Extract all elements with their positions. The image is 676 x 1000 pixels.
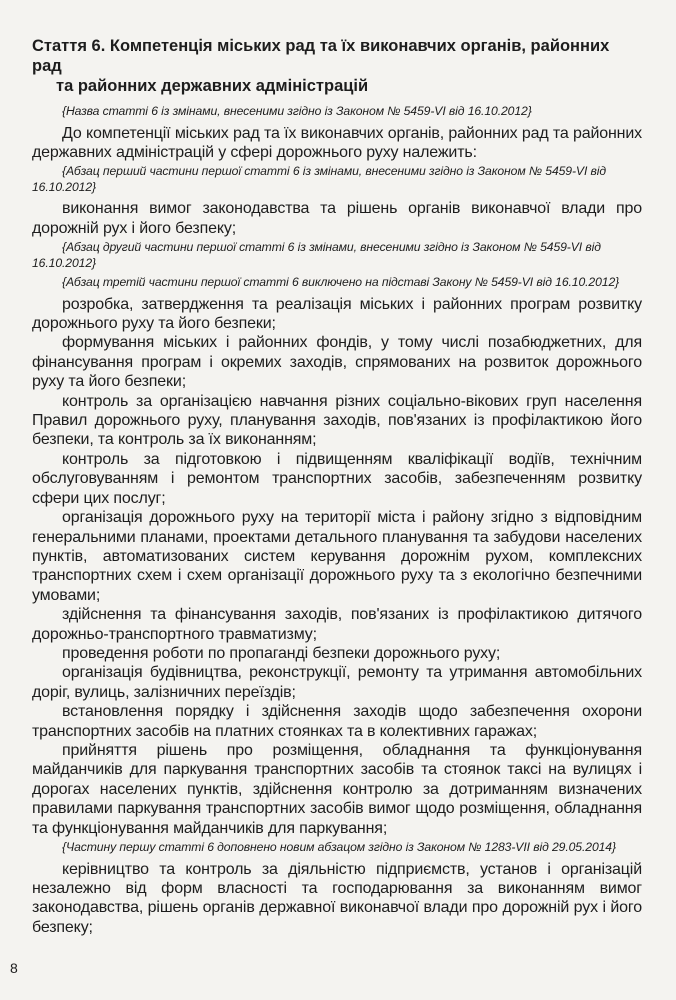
paragraph: формування міських і районних фондів, у тому числі позабюджетних, для фінансування програм і окремих заходів, спрямованих на розвиток дорожнього руху та його безпеки; (32, 334, 642, 391)
article-body (32, 124, 642, 938)
paragraph: керівництво та контроль за діяльністю підприємств, установ і організацій незалежно від форм власності та господарювання за виконанням вимог законодавства, рішень органів державної виконавчої влади про дорожній рух і його безпеку; (32, 860, 642, 936)
paragraph: організація будівництва, реконструкції, ремонту та утримання автомобільних доріг, вулиць, залізничних переїздів; (32, 664, 642, 701)
paragraph: виконання вимог законодавства та рішень органів виконавчої влади про дорожній рух і його безпеку; (32, 200, 642, 237)
title-amendment-note: {Назва статті 6 із змінами, внесеними згідно із Законом № 5459-VI від 16.10.2012} (62, 104, 532, 118)
amendment-note: {Абзац третій частини першої статті 6 виключено на підставі Закону № 5459-VI від 16.10.2012} (62, 275, 620, 290)
paragraph: контроль за підготовкою і підвищенням кваліфікації водіїв, технічним обслуговуванням і ремонтом транспортних засобів, забезпеченням розвитку сфери цих послуг; (32, 450, 642, 507)
paragraph: здійснення та фінансування заходів, пов'язаних із профілактикою дитячого дорожньо-транспортного травматизму; (32, 606, 642, 643)
amendment-note: {Абзац другий частини першої статті 6 із змінами, внесеними згідно із Законом № 5459-VI від 16.10.2012} (32, 240, 601, 270)
paragraph: контроль за організацією навчання різних соціально-вікових груп населення Правил дорожнього руху, планування заходів, пов'язаних із профілактикою його безпеки, та контроль за їх виконанням; (32, 392, 642, 449)
paragraph: прийняття рішень про розміщення, обладнання та функціонування майданчиків для паркування транспортних засобів та стоянок таксі на вулицях і дорогах населених пунктів, здійснення контролю за дотриманням визначених правилами паркування транспортних засобів вимог щодо розміщення, обладнання та функціонування майданчиків для паркування; (32, 741, 642, 837)
article-title-line2: та районних державних адміністрацій (56, 77, 369, 95)
amendment-note: {Частину першу статті 6 доповнено новим абзацом згідно із Законом № 1283-VII від 29.05.2014} (62, 840, 616, 854)
paragraph: проведення роботи по пропаганді безпеки дорожнього руху; (62, 644, 501, 662)
paragraph: До компетенції міських рад та їх виконавчих органів, районних рад та районних державних адміністрацій у сфері дорожнього руху належить: (32, 124, 642, 161)
article-title (32, 36, 642, 96)
paragraph: розробка, затвердження та реалізація міських і районних програм розвитку дорожнього руху та його безпеки; (32, 295, 642, 333)
article-title-line1: Стаття 6. Компетенція міських рад та їх виконавчих органів, районних рад (32, 37, 610, 75)
amendment-note: {Абзац перший частини першої статті 6 із змінами, внесеними згідно із Законом № 5459-VI від 16.10.2012} (32, 164, 607, 194)
paragraph: організація дорожнього руху на території міста і району згідно з відповідним генеральними планами, проектами детального планування та забудови населених пунктів, автоматизованих систем керування дорожнім рухом, комплексних транспортних схем і схем організації дорожнього руху та з екологічно безпечними умовами; (32, 509, 642, 604)
paragraph: встановлення порядку і здійснення заходів щодо забезпечення охорони транспортних засобів на платних стоянках та в колективних гаражах; (32, 703, 642, 740)
page-number: 8 (10, 960, 18, 976)
